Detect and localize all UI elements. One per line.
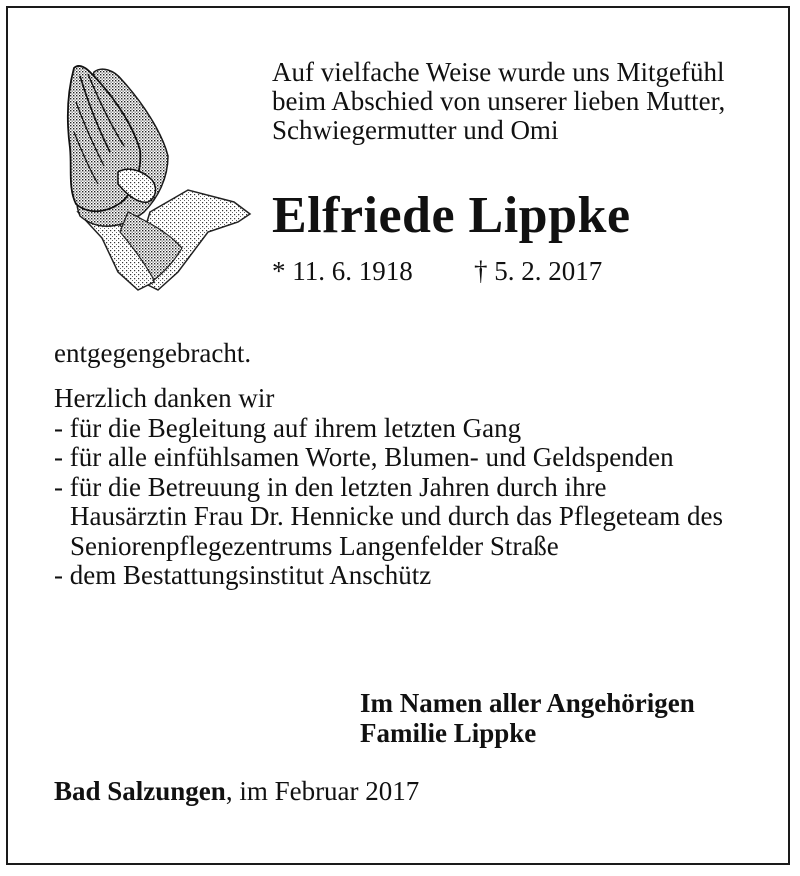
deceased-name: Elfriede Lippke bbox=[272, 187, 631, 244]
place-date bbox=[54, 776, 419, 806]
life-dates bbox=[272, 256, 603, 286]
thanks-section bbox=[54, 384, 723, 591]
thanks-heading: Herzlich danken wir bbox=[54, 383, 275, 413]
intro-line: Schwiegermutter und Omi bbox=[272, 115, 559, 145]
thanks-item: - für die Begleitung auf ihrem letzten Gang bbox=[54, 412, 522, 443]
thanks-item: - für alle einfühlsamen Worte, Blumen- und Geldspenden bbox=[54, 442, 674, 472]
intro-line: beim Abschied von unserer lieben Mutter, bbox=[272, 86, 726, 116]
place-date-text: , im Februar 2017 bbox=[225, 776, 420, 806]
place-town: Bad Salzungen bbox=[54, 776, 226, 806]
birth-date: * 11. 6. 1918 bbox=[272, 256, 413, 286]
intro-text bbox=[272, 58, 772, 145]
signature bbox=[360, 688, 695, 748]
thanks-item-continuation: Seniorenpflegezentrums Langenfelder Straße bbox=[70, 530, 559, 561]
praying-hands-icon bbox=[58, 62, 254, 292]
thanks-item-continuation: Hausärztin Frau Dr. Hennicke und durch das Pflegeteam des bbox=[70, 501, 724, 531]
thanks-item: - für die Betreuung in den letzten Jahren durch ihre bbox=[54, 471, 607, 502]
intro-line: Auf vielfache Weise wurde uns Mitgefühl bbox=[272, 57, 725, 87]
signature-line: Im Namen aller Angehörigen bbox=[360, 688, 695, 718]
death-date: † 5. 2. 2017 bbox=[474, 256, 603, 286]
thanks-item: - dem Bestattungsinstitut Anschütz bbox=[54, 560, 432, 590]
continuation-text: entgegengebracht. bbox=[54, 338, 252, 368]
signature-family: Familie Lippke bbox=[360, 718, 537, 748]
